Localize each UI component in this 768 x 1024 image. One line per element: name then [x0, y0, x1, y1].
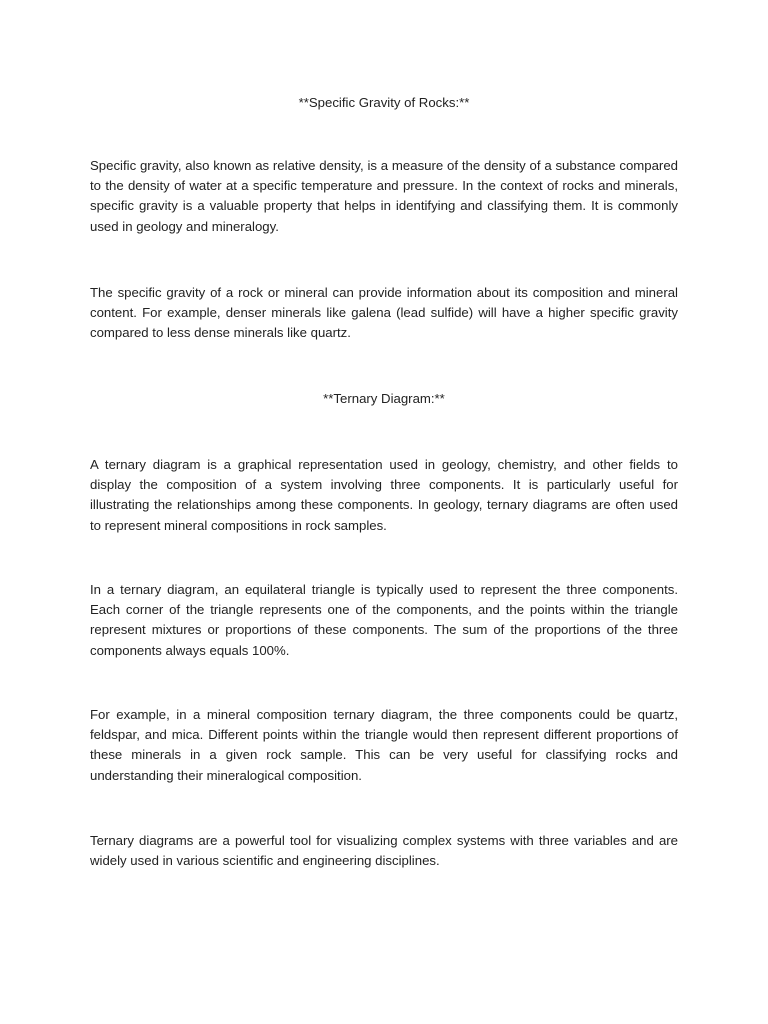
paragraph-ternary-example: For example, in a mineral composition ternary diagram, the three components could be quartz, feldspar, and mica. Different points within the triangle would then represent different proportions of these minerals in a given rock sample. This can be very useful for classifying rocks and understanding their mineralogical composition.	[90, 707, 678, 783]
paragraph-ternary-triangle: In a ternary diagram, an equilateral triangle is typically used to represent the three components. Each corner of the triangle represents one of the components, and the points within the triangle represent mixtures or proportions of these components. The sum of the proportions of the three components always equals 100%.	[90, 582, 678, 658]
paragraph-sg-composition: The specific gravity of a rock or mineral can provide information about its composition and mineral content. For example, denser minerals like galena (lead sulfide) will have a higher specific gravity compared to less dense minerals like quartz.	[90, 285, 678, 341]
paragraph-sg-definition: Specific gravity, also known as relative density, is a measure of the density of a substance compared to the density of water at a specific temperature and pressure. In the context of rocks and minerals, specific gravity is a valuable property that helps in identifying and classifying them. It is commonly used in geology and mineralogy.	[90, 158, 678, 234]
heading-specific-gravity: **Specific Gravity of Rocks:**	[298, 95, 470, 110]
heading-ternary-diagram: **Ternary Diagram:**	[323, 391, 445, 406]
paragraph-ternary-summary: Ternary diagrams are a powerful tool for visualizing complex systems with three variables and are widely used in various scientific and engineering disciplines.	[90, 833, 678, 869]
paragraph-ternary-definition: A ternary diagram is a graphical representation used in geology, chemistry, and other fields to display the composition of a system involving three components. It is particularly useful for illustrating the relationships among these components. In geology, ternary diagrams are often used to represent mineral compositions in rock samples.	[90, 457, 678, 533]
